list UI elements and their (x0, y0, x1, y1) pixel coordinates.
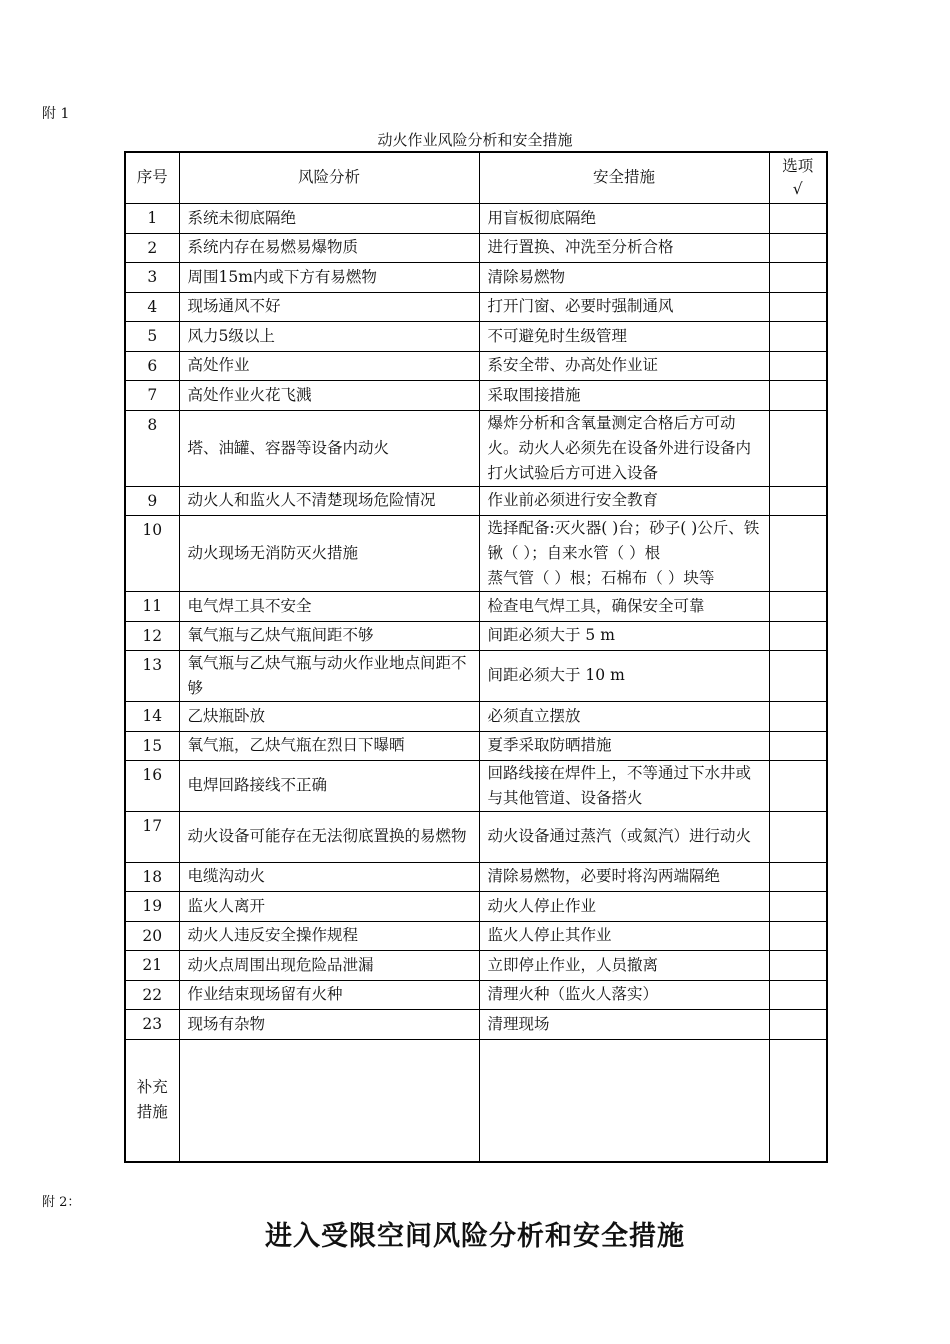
measure-cell: 系安全带、办高处作业证 (479, 351, 769, 380)
option-cell (769, 921, 827, 950)
measure-cell: 立即停止作业，人员撤离 (479, 950, 769, 980)
risk-analysis-table (124, 151, 828, 1163)
risk-cell: 动火人违反安全操作规程 (179, 921, 479, 950)
row-number: 7 (125, 380, 179, 410)
row-number: 8 (125, 410, 179, 486)
table-row (125, 486, 827, 515)
row-number: 6 (125, 351, 179, 380)
table-row (125, 410, 827, 486)
measure-cell: 清除易燃物，必要时将沟两端隔绝 (479, 862, 769, 891)
option-cell (769, 351, 827, 380)
row-number: 22 (125, 980, 179, 1009)
risk-cell: 氧气瓶与乙炔气瓶间距不够 (179, 621, 479, 650)
table-row (125, 862, 827, 891)
measure-cell: 作业前必须进行安全教育 (479, 486, 769, 515)
option-cell (769, 862, 827, 891)
table-row (125, 921, 827, 950)
supplement-label: 补充 措施 (125, 1039, 179, 1162)
row-number: 3 (125, 262, 179, 292)
table-row (125, 760, 827, 811)
risk-cell: 塔、油罐、容器等设备内动火 (179, 410, 479, 486)
risk-cell: 动火点周围出现危险品泄漏 (179, 950, 479, 980)
row-number: 16 (125, 760, 179, 811)
option-cell (769, 321, 827, 351)
row-number: 13 (125, 650, 179, 701)
row-number: 9 (125, 486, 179, 515)
row-number: 21 (125, 950, 179, 980)
section-2-title: 进入受限空间风险分析和安全措施 (265, 1221, 685, 1252)
measure-cell: 清理火种（监火人落实） (479, 980, 769, 1009)
risk-cell: 高处作业火花飞溅 (179, 380, 479, 410)
risk-cell: 周围15m内或下方有易燃物 (179, 262, 479, 292)
risk-cell: 系统内存在易燃易爆物质 (179, 233, 479, 262)
table-row (125, 515, 827, 591)
table-row (125, 292, 827, 321)
risk-cell: 氧气瓶与乙炔气瓶与动火作业地点间距不够 (179, 650, 479, 701)
table-row (125, 233, 827, 262)
option-cell (769, 891, 827, 921)
measure-cell: 用盲板彻底隔绝 (479, 203, 769, 233)
measure-cell: 动火设备通过蒸汽（或氮汽）进行动火 (479, 811, 769, 862)
table-row (125, 731, 827, 760)
option-cell (769, 650, 827, 701)
header-option-label: 选项 (782, 156, 814, 175)
option-cell (769, 486, 827, 515)
header-no: 序号 (125, 152, 179, 203)
table-row (125, 262, 827, 292)
annex-1-label: 附 1 (42, 106, 70, 122)
supplement-row (125, 1039, 827, 1162)
option-cell (769, 980, 827, 1009)
risk-cell: 氧气瓶，乙炔气瓶在烈日下曝晒 (179, 731, 479, 760)
measure-cell: 动火人停止作业 (479, 891, 769, 921)
table-row (125, 621, 827, 650)
measure-cell: 回路线接在焊件上，不等通过下水井或与其他管道、设备搭火 (479, 760, 769, 811)
option-cell (769, 760, 827, 811)
table-row (125, 811, 827, 862)
table-row (125, 980, 827, 1009)
row-number: 12 (125, 621, 179, 650)
header-measure: 安全措施 (479, 152, 769, 203)
table-row (125, 891, 827, 921)
supplement-option-cell (769, 1039, 827, 1162)
option-cell (769, 621, 827, 650)
row-number: 1 (125, 203, 179, 233)
table-header-row (125, 152, 827, 203)
option-cell (769, 731, 827, 760)
measure-cell: 清除易燃物 (479, 262, 769, 292)
option-cell (769, 811, 827, 862)
measure-cell: 爆炸分析和含氧量测定合格后方可动火。动火人必须先在设备外进行设备内打火试验后方可进入设备 (479, 410, 769, 486)
row-number: 10 (125, 515, 179, 591)
measure-cell: 选择配备:灭火器( )台；砂子( )公斤、铁锹（ ）；自来水管（ ）根 蒸气管（ ）根；石棉布（ ）块等 (479, 515, 769, 591)
risk-cell: 电焊回路接线不正确 (179, 760, 479, 811)
header-option (769, 152, 827, 203)
option-cell (769, 292, 827, 321)
header-risk: 风险分析 (179, 152, 479, 203)
row-number: 23 (125, 1009, 179, 1039)
row-number: 20 (125, 921, 179, 950)
risk-cell: 电气焊工具不安全 (179, 591, 479, 621)
option-cell (769, 1009, 827, 1039)
measure-cell: 必须直立摆放 (479, 701, 769, 731)
supplement-risk-cell (179, 1039, 479, 1162)
table-row (125, 203, 827, 233)
row-number: 18 (125, 862, 179, 891)
risk-cell: 监火人离开 (179, 891, 479, 921)
table-row (125, 950, 827, 980)
option-cell (769, 701, 827, 731)
table-row (125, 591, 827, 621)
risk-cell: 现场通风不好 (179, 292, 479, 321)
row-number: 14 (125, 701, 179, 731)
risk-cell: 作业结束现场留有火种 (179, 980, 479, 1009)
risk-cell: 动火现场无消防灭火措施 (179, 515, 479, 591)
header-option-check: √ (792, 179, 803, 198)
table-row (125, 701, 827, 731)
option-cell (769, 950, 827, 980)
table-row (125, 351, 827, 380)
risk-cell: 动火设备可能存在无法彻底置换的易燃物 (179, 811, 479, 862)
row-number: 4 (125, 292, 179, 321)
table-caption: 动火作业风险分析和安全措施 (377, 131, 573, 149)
measure-cell: 检查电气焊工具，确保安全可靠 (479, 591, 769, 621)
measure-cell: 采取围接措施 (479, 380, 769, 410)
table-row (125, 380, 827, 410)
risk-cell: 现场有杂物 (179, 1009, 479, 1039)
supplement-measure-cell (479, 1039, 769, 1162)
option-cell (769, 410, 827, 486)
option-cell (769, 380, 827, 410)
table-row (125, 1009, 827, 1039)
risk-cell: 系统未彻底隔绝 (179, 203, 479, 233)
risk-cell: 电缆沟动火 (179, 862, 479, 891)
measure-cell: 清理现场 (479, 1009, 769, 1039)
measure-cell: 不可避免时生级管理 (479, 321, 769, 351)
row-number: 5 (125, 321, 179, 351)
option-cell (769, 233, 827, 262)
row-number: 11 (125, 591, 179, 621)
measure-cell: 打开门窗、必要时强制通风 (479, 292, 769, 321)
measure-cell: 夏季采取防晒措施 (479, 731, 769, 760)
row-number: 19 (125, 891, 179, 921)
option-cell (769, 262, 827, 292)
risk-cell: 风力5级以上 (179, 321, 479, 351)
row-number: 2 (125, 233, 179, 262)
risk-cell: 动火人和监火人不清楚现场危险情况 (179, 486, 479, 515)
measure-cell: 间距必须大于 5 m (479, 621, 769, 650)
annex-2-label: 附 2： (42, 1195, 81, 1210)
measure-cell: 间距必须大于 10 m (479, 650, 769, 701)
option-cell (769, 515, 827, 591)
row-number: 17 (125, 811, 179, 862)
risk-cell: 高处作业 (179, 351, 479, 380)
option-cell (769, 203, 827, 233)
measure-cell: 监火人停止其作业 (479, 921, 769, 950)
risk-cell: 乙炔瓶卧放 (179, 701, 479, 731)
measure-cell: 进行置换、冲洗至分析合格 (479, 233, 769, 262)
table-row (125, 321, 827, 351)
table-row (125, 650, 827, 701)
option-cell (769, 591, 827, 621)
row-number: 15 (125, 731, 179, 760)
